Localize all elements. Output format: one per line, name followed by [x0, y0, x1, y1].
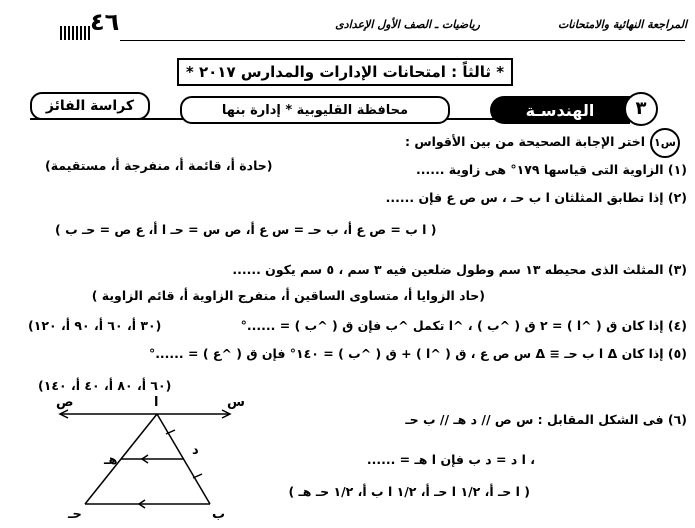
item-4-text: (٤) إذا كان ق ( ^ا ) = ٢ ق ( ^ب ) ، ^ا تكمل ^ب فإن ق ( ^ب ) = ......° [240, 318, 687, 333]
running-header-right: المراجعة النهائية والامتحانات [557, 18, 687, 31]
booklet-label-box [30, 92, 150, 120]
label-s: س [227, 395, 245, 410]
exam-number: ٣ [635, 98, 647, 119]
subject-box [490, 96, 630, 124]
item-2-choices: ( ا ب = ص ع أ، ب حـ = س ع أ، ص س = حـ ا أ، ع ص = حـ ب ) [55, 222, 437, 237]
page-number: ٤٦ [90, 8, 120, 36]
item-1-choices: (حادة أ، قائمة أ، منفرجة أ، مستقيمة) [45, 158, 273, 173]
item-5-text: (٥) إذا كان Δ ا ب حـ ≡ Δ س ص ع ، ق ( ^ا ) + ق ( ^ب ) = ١٤٠° فإن ق ( ^ع ) = ......° [148, 346, 687, 361]
item-1-text: (١) الزاوية التى قياسها ١٧٩° هى زاوية ...... [415, 162, 687, 177]
header-rule [120, 40, 685, 41]
question-badge [650, 128, 680, 158]
label-h: هـ [104, 453, 118, 468]
question-title: اختر الإجابة الصحيحة من بين الأقواس : [404, 134, 645, 149]
subject-label: الهندسـة [525, 100, 595, 120]
location-label: محافظة القليوبية * إدارة بنها [221, 102, 409, 118]
item-2-text: (٢) إذا تطابق المثلثان ا ب حـ ، س ص ع فإن ...... [385, 190, 687, 205]
item-3-choices: (حاد الزوايا أ، متساوى الساقين أ، منفرج الزاوية أ، قائم الزاوية ) [91, 288, 485, 303]
question-badge-text: س١ [654, 136, 676, 149]
label-d: د [192, 443, 199, 458]
item-6-text: (٦) فى الشكل المقابل : س ص // د هـ // ب حـ [405, 412, 687, 427]
triangle-figure [30, 392, 250, 522]
exam-number-badge [624, 92, 658, 126]
item-5-choices: (٦٠ أ، ٨٠ أ، ٤٠ أ، ١٤٠) [38, 378, 172, 393]
booklet-label: كراسة الفائز [45, 98, 135, 114]
section-banner-text: * ثالثاً : امتحانات الإدارات والمدارس ٢٠١٧ * [185, 63, 505, 81]
item-6-choices: ( ا حـ أ، ١/٢ ا حـ أ، ١/٢ ا ب أ، ١/٢ حـ هـ ) [288, 484, 530, 499]
label-b: ب [212, 507, 226, 522]
label-a: ا [154, 395, 159, 410]
header-ornament [60, 26, 90, 40]
label-p: ص [56, 395, 74, 410]
location-box [180, 96, 450, 124]
item-4-choices: (٣٠ أ، ٦٠ أ، ٩٠ أ، ١٢٠) [28, 318, 162, 333]
section-banner [177, 58, 513, 86]
label-c: حـ [68, 507, 82, 522]
running-header-center: رياضيات ـ الصف الأول الإعدادى [335, 18, 480, 31]
item-3-text: (٣) المثلث الذى محيطه ١٣ سم وطول ضلعين فيه ٣ سم ، ٥ سم يكون ...... [232, 262, 687, 277]
item-6-line2: ، ا د = د ب فإن ا هـ = ...... [366, 452, 535, 467]
